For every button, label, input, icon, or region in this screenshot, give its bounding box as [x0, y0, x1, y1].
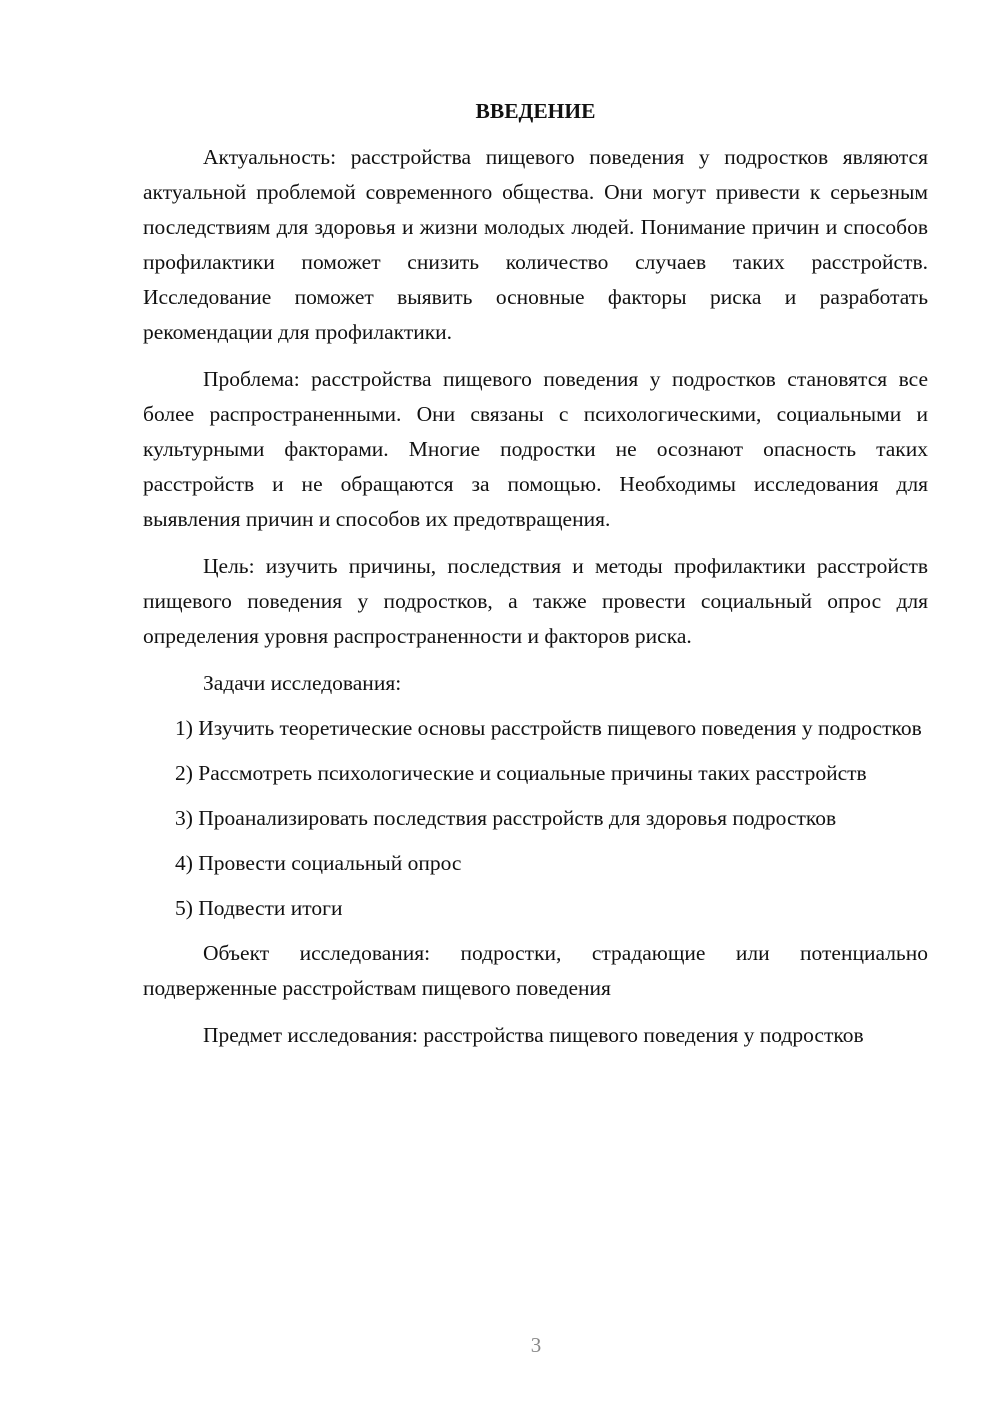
task-item-2: 2) Рассмотреть психологические и социальные причины таких расстройств	[175, 761, 867, 785]
problem-paragraph: Проблема: расстройства пищевого поведения у подростков становятся все более распространенными. Они связаны с психологическими, социальными и культурными факторами. Многие подростки не осознают опасность таких расстройств и не обращаются за помощью. Необходимы исследования для выявления причин и способов их предотвращения.	[143, 367, 928, 531]
document-page	[143, 96, 928, 1065]
subject-paragraph: Предмет исследования: расстройства пищевого поведения у подростков	[203, 1023, 864, 1047]
task-item-4: 4) Провести социальный опрос	[175, 851, 462, 875]
page-number: 3	[530, 1333, 542, 1357]
relevance-paragraph: Актуальность: расстройства пищевого поведения у подростков являются актуальной проблемой современного общества. Они могут привести к серьезным последствиям для здоровья и жизни молодых людей. Понимание причин и способов профилактики поможет снизить количество случаев таких расстройств. Исследование поможет выявить основные факторы риска и разработать рекомендации для профилактики.	[143, 145, 928, 344]
task-item-5: 5) Подвести итоги	[175, 896, 343, 920]
task-item-3: 3) Проанализировать последствия расстройств для здоровья подростков	[175, 806, 837, 830]
section-title: ВВЕДЕНИЕ	[475, 99, 596, 123]
object-paragraph: Объект исследования: подростки, страдающие или потенциально подверженные расстройствам пищевого поведения	[143, 941, 928, 1000]
goal-paragraph: Цель: изучить причины, последствия и методы профилактики расстройств пищевого поведения у подростков, а также провести социальный опрос для определения уровня распространенности и факторов риска.	[143, 554, 928, 648]
task-item-1: 1) Изучить теоретические основы расстройств пищевого поведения у подростков	[175, 716, 922, 740]
tasks-heading: Задачи исследования:	[203, 671, 402, 695]
